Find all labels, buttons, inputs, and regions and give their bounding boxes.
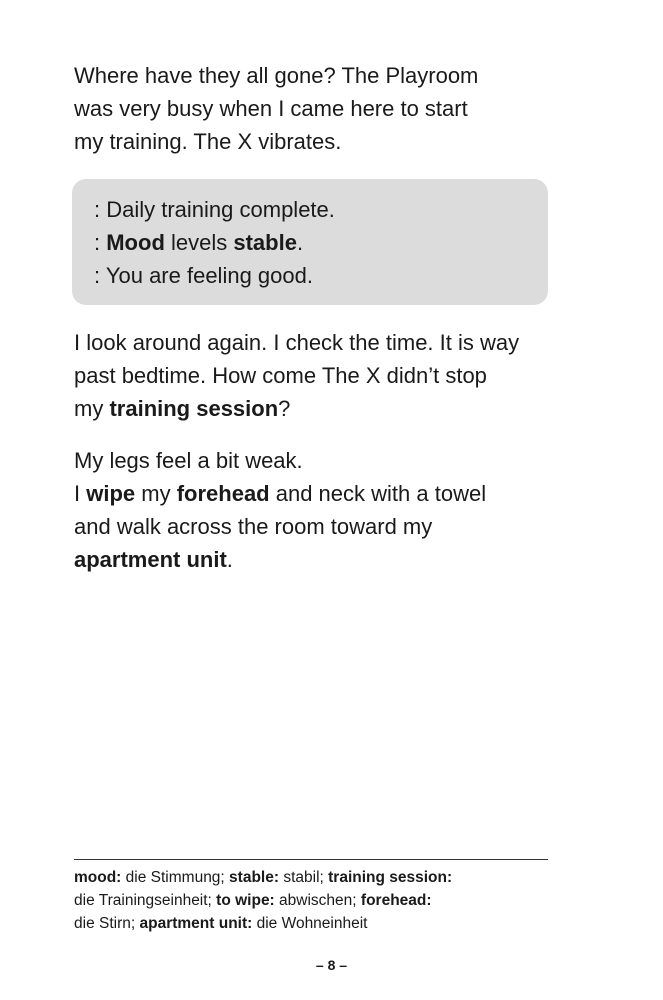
glossary-translation: stabil; <box>279 869 329 886</box>
text-line: past bedtime. How come The X didn’t stop <box>74 363 487 388</box>
text: : <box>94 230 107 255</box>
device-message-box <box>72 179 548 305</box>
message-line-mood <box>94 226 303 259</box>
text: I <box>74 481 87 506</box>
glossary-translation: die Trainingseinheit; <box>74 892 217 909</box>
vocab-apartment-unit: apartment unit <box>74 547 227 572</box>
vocab-training-session: training session <box>109 396 279 421</box>
text-line: my training. The X vibrates. <box>74 129 342 154</box>
paragraph-walk <box>74 444 554 576</box>
text: ? <box>278 396 291 421</box>
glossary-term: to wipe: <box>216 892 275 909</box>
vocab-forehead: forehead <box>176 481 270 506</box>
glossary-line <box>74 912 554 935</box>
text: my <box>74 396 110 421</box>
glossary-term: training session: <box>328 869 453 886</box>
glossary-translation: die Wohneinheit <box>252 915 368 932</box>
vocab-stable: stable <box>233 230 297 255</box>
text-line: Where have they all gone? The Playroom <box>74 63 479 88</box>
text: . <box>296 230 304 255</box>
text-line <box>74 543 554 576</box>
vocab-wipe: wipe <box>86 481 136 506</box>
paragraph-time <box>74 326 554 425</box>
glossary-translation: die Stirn; <box>74 915 140 932</box>
glossary-term: apartment unit: <box>139 915 253 932</box>
page-number: – 8 – <box>315 957 348 973</box>
vocab-mood: Mood <box>106 230 165 255</box>
text: and neck with a towel <box>269 481 487 506</box>
text-line: I look around again. I check the time. It is way <box>74 330 520 355</box>
text: levels <box>164 230 234 255</box>
glossary-term: forehead: <box>360 892 432 909</box>
glossary <box>74 866 554 935</box>
glossary-line <box>74 889 554 912</box>
paragraph-intro <box>74 59 554 158</box>
text-line: was very busy when I came here to start <box>74 96 468 121</box>
glossary-line <box>74 866 554 889</box>
text: my <box>135 481 177 506</box>
glossary-term: stable: <box>229 869 280 886</box>
text-line: My legs feel a bit weak. <box>74 448 303 473</box>
text-line: and walk across the room toward my <box>74 514 433 539</box>
glossary-divider <box>74 859 548 860</box>
text-line <box>74 392 554 425</box>
glossary-term: mood: <box>74 869 122 886</box>
message-line-training: : Daily training complete. <box>94 197 335 222</box>
glossary-translation: die Stimmung; <box>121 869 230 886</box>
message-line-feeling: : You are feeling good. <box>94 263 313 288</box>
text-line <box>74 477 554 510</box>
glossary-translation: abwischen; <box>274 892 361 909</box>
text: . <box>226 547 233 572</box>
